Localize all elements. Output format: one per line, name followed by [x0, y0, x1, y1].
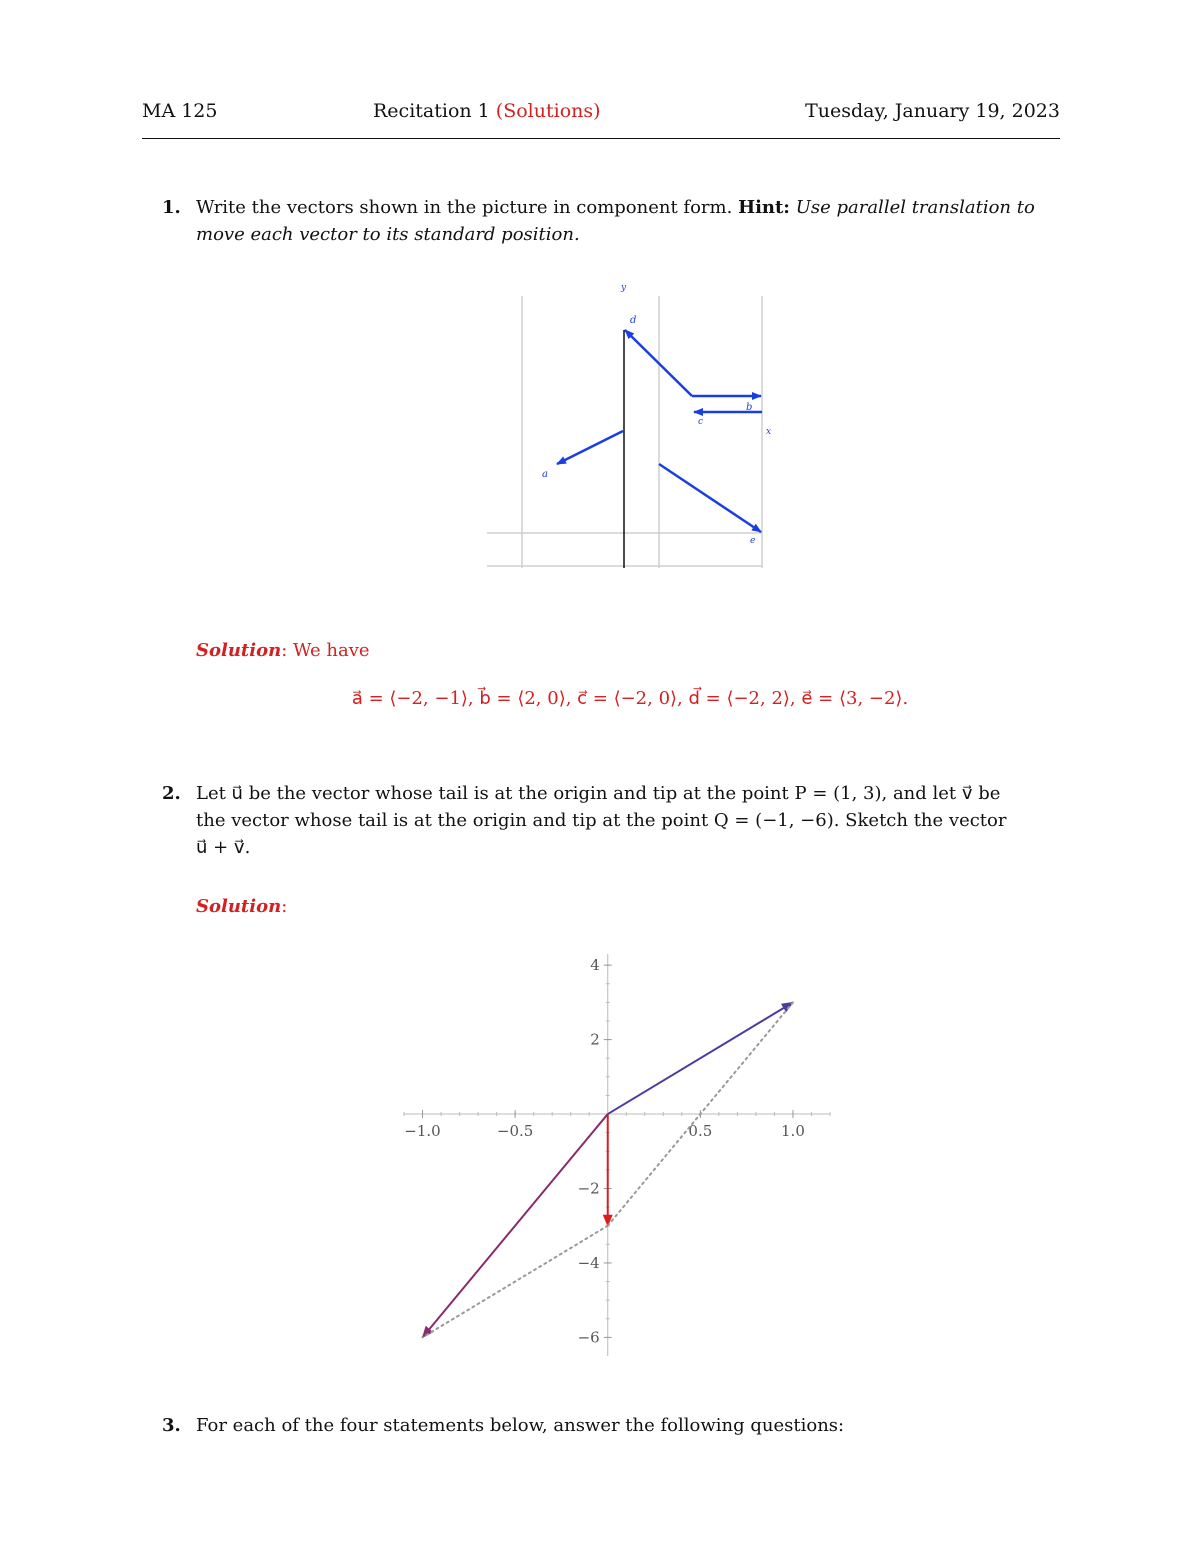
vector-d-label: d — [630, 315, 637, 326]
solutions-tag: (Solutions) — [495, 100, 601, 122]
problem-2-text — [196, 780, 1062, 861]
vector-figure-1 — [480, 278, 790, 578]
vector-a — [557, 431, 623, 464]
header-rule — [142, 138, 1060, 139]
solution-2-label — [196, 896, 287, 917]
solution-2-colon: : — [281, 896, 288, 917]
solution-2-word: Solution — [196, 896, 282, 917]
plot-axes — [404, 954, 830, 1356]
problem-2-line-1: Let u⃗ be the vector whose tail is at the origin and tip at the point P = (1, 3), and let v⃗ be — [196, 783, 1001, 804]
x-tick-label: 0.5 — [688, 1122, 713, 1141]
problem-1-statement: Write the vectors shown in the picture in component form. — [196, 197, 733, 218]
y-tick-label: 2 — [590, 1030, 600, 1049]
x-axis-label: x — [766, 427, 772, 437]
header-date: Tuesday, January 19, 2023 — [805, 100, 1060, 122]
parallelogram-edge — [423, 1226, 608, 1338]
hint-text: Use parallel translation to move each vector to its standard position. — [196, 197, 1035, 245]
vector-sum-plot — [390, 940, 840, 1370]
vector-c-label: c — [698, 417, 704, 427]
vector-b-label: b — [746, 402, 753, 413]
x-tick-label: −1.0 — [404, 1122, 441, 1141]
page-header — [142, 100, 1060, 130]
problem-3-number: 3. — [162, 1415, 181, 1436]
problem-2-line-3: u⃗ + v⃗. — [196, 837, 251, 858]
recitation-title-text: Recitation 1 — [373, 100, 490, 122]
y-tick-label: −6 — [577, 1328, 600, 1347]
solution-1-word: Solution — [196, 640, 282, 661]
problem-1-number: 1. — [162, 197, 181, 218]
vector-a-label: a — [542, 469, 548, 480]
problem-1-text — [196, 194, 1062, 248]
vector-e-label: e — [750, 536, 756, 546]
x-tick-label: −0.5 — [496, 1122, 534, 1141]
solution-1-label — [196, 640, 370, 661]
y-tick-label: −4 — [577, 1253, 600, 1272]
y-tick-label: 4 — [590, 956, 600, 975]
problem-2-number: 2. — [162, 783, 181, 804]
vector-arrow — [608, 1002, 793, 1114]
x-tick-label: 1.0 — [781, 1122, 805, 1141]
solution-1-intro: : We have — [281, 640, 370, 661]
problem-2-line-2: the vector whose tail is at the origin and tip at the point Q = (−1, −6). Sketch the vector — [196, 810, 1007, 831]
y-axis-label: y — [621, 283, 627, 293]
y-tick-label: −2 — [577, 1179, 600, 1198]
hint-label: Hint: — [738, 197, 790, 218]
course-code: MA 125 — [142, 100, 218, 122]
problem-3-text: For each of the four statements below, answer the following questions: — [196, 1415, 845, 1436]
vector-arrow — [423, 1114, 608, 1337]
vector-e — [659, 464, 761, 532]
recitation-title — [373, 100, 601, 122]
solution-1-equation: a⃗ = ⟨−2, −1⟩, b⃗ = ⟨2, 0⟩, c⃗ = ⟨−2, 0⟩, d⃗ = ⟨−2, 2⟩, e⃗ = ⟨3, −2⟩. — [351, 688, 909, 709]
